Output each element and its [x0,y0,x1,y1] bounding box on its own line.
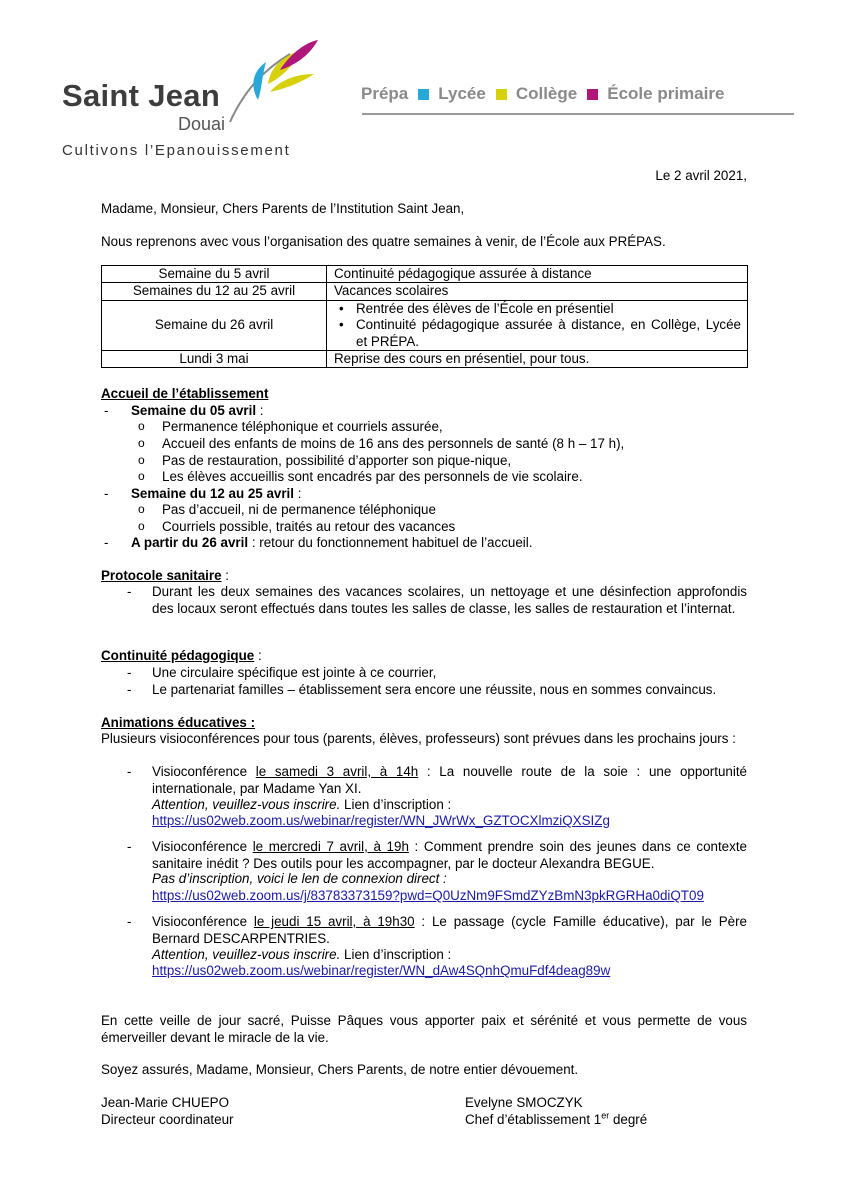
week-title: Semaine du 12 au 25 avril [131,486,295,501]
signature-name: Jean-Marie CHUEPO [101,1095,229,1110]
accueil-week1: Semaine du 05 avril : [131,403,264,418]
week-title: A partir du 26 avril [131,535,249,550]
dash-bullet: - [127,682,132,697]
dash-bullet: - [104,535,109,550]
square-bullet-icon [496,89,507,100]
week3-text: : retour du fonctionnement habituel de l’accueil. [248,535,533,550]
accueil-week3 [131,535,532,552]
circle-bullet-icon: o [138,453,145,467]
schedule-bullets [334,301,747,350]
week-title: Semaine du 05 avril [131,403,257,418]
square-bullet-icon [418,89,429,100]
dash-bullet: - [127,914,132,929]
list-item: Le partenariat familles – établissement sera encore une réussite, nous en sommes convaincus. [152,682,717,697]
list-item: Courriels possible, traités au retour des vacances [162,519,456,534]
event-date: le mercredi 7 avril, à 19h [252,839,409,854]
list-item: Une circulaire spécifique est jointe à ce courrier, [152,665,437,680]
school-levels [361,84,724,104]
closing-paragraph: En cette veille de jour sacré, Puisse Pâques vous apporter paix et sérénité et vous permette de vous émerveiller devant le miracle de la vie. [101,1013,747,1045]
signature-title: Chef d’établissement 1er degré [465,1110,648,1127]
schedule-period: Semaines du 12 au 25 avril [102,283,327,300]
event-note: Attention, veuillez-vous inscrire. Lien d’inscription : [152,947,452,962]
schedule-info [327,300,748,350]
school-logo [60,34,330,164]
schedule-period: Semaine du 26 avril [102,300,327,350]
list-item: • Continuité pédagogique assurée à distance, en Collège, Lycée et PRÉPA. [356,317,747,350]
school-city: Douai [178,114,226,134]
event-note: Attention, veuillez-vous inscrire. Lien d’inscription : [152,797,452,812]
letter-date: Le 2 avril 2021, [655,168,747,183]
list-item: Pas de restauration, possibilité d’apporter son pique-nique, [162,453,512,468]
protocole-heading-line: Protocole sanitaire : [101,568,230,583]
registration-link[interactable]: https://us02web.zoom.us/webinar/register/WN_dAw4SQnhQmuFdf4deag89w [152,963,611,978]
list-item: Accueil des enfants de moins de 16 ans des personnels de santé (8 h – 17 h), [162,436,625,451]
circle-bullet-icon: o [138,419,145,433]
table-row [102,300,748,350]
logo-swoosh-icon [210,34,330,124]
dash-bullet: - [127,764,132,779]
accueil-heading: Accueil de l’établissement [101,386,269,401]
protocole-text: Durant les deux semaines des vacances scolaires, un nettoyage et une désinfection approfondis des locaux seront effectués dans toutes les salles de classe, les salles de restauration et l’internat. [152,584,747,616]
intro-paragraph: Nous reprenons avec vous l’organisation des quatre semaines à venir, de l’École aux PRÉPAS. [101,234,666,249]
accueil-week2: Semaine du 12 au 25 avril : [131,486,302,501]
dash-bullet: - [104,403,109,418]
schedule-period: Lundi 3 mai [102,351,327,368]
schedule-info: Continuité pédagogique assurée à distance [327,266,748,283]
event-date: le samedi 3 avril, à 14h [255,764,419,779]
level-lycee: Lycée [438,84,486,103]
dash-bullet: - [104,486,109,501]
list-item: Les élèves accueillis sont encadrés par des personnels de vie scolaire. [162,469,583,484]
regards-line: Soyez assurés, Madame, Monsieur, Chers Parents, de notre entier dévouement. [101,1062,579,1077]
animations-intro: Plusieurs visioconférences pour tous (parents, élèves, professeurs) sont prévues dans les prochains jours : [101,731,736,746]
event-note: Pas d’inscription, voici le len de connexion direct : [152,871,447,886]
table-row [102,266,748,283]
schedule-info: Vacances scolaires [327,283,748,300]
continuite-heading-line: Continuité pédagogique : [101,648,262,663]
list-item: Pas d’accueil, ni de permanence téléphonique [162,502,436,517]
dash-bullet: - [127,584,132,599]
level-ecole-primaire: École primaire [607,84,725,103]
event-description: Visioconférence le mercredi 7 avril, à 19h : Comment prendre soin des jeunes dans ce contexte sanitaire inédit ? Des outils pour les accompagner, par le docteur Alexandra BEGUE. [152,839,747,871]
signature-name: Evelyne SMOCZYK [465,1095,583,1110]
connection-link[interactable]: https://us02web.zoom.us/j/83783373159?pwd=Q0UzNm9FSmdZYzBmN3pkRGRHa0diQT09 [152,888,704,903]
header-divider [362,113,794,115]
event-description: Visioconférence le samedi 3 avril, à 14h : La nouvelle route de la soie : une opportunité internationale, par Madame Yan XI. [152,764,747,796]
table-row [102,351,748,368]
event-description: Visioconférence le jeudi 15 avril, à 19h30 : Le passage (cycle Famille éducative), par le Père Bernard DESCARPENTRIES. [152,914,747,946]
schedule-period: Semaine du 5 avril [102,266,327,283]
school-name: Saint Jean [62,78,221,113]
protocole-heading: Protocole sanitaire [101,568,222,583]
schedule-table [101,265,748,368]
circle-bullet-icon: o [138,469,145,483]
circle-bullet-icon: o [138,502,145,516]
square-bullet-icon [587,89,598,100]
registration-link[interactable]: https://us02web.zoom.us/webinar/register/WN_JWrWx_GZTOCXlmziQXSIZg [152,813,610,828]
list-item: • Rentrée des élèves de l’École en présentiel [356,301,747,317]
dash-bullet: - [127,665,132,680]
level-college: Collège [515,84,578,103]
salutation: Madame, Monsieur, Chers Parents de l’Institution Saint Jean, [101,201,465,216]
dash-bullet: - [127,839,132,854]
level-prepa: Prépa [361,84,409,103]
circle-bullet-icon: o [138,519,145,533]
continuite-heading: Continuité pédagogique [101,648,255,663]
table-row [102,283,748,300]
animations-heading: Animations éducatives : [101,715,256,730]
list-item: Permanence téléphonique et courriels assurée, [162,419,443,434]
schedule-info: Reprise des cours en présentiel, pour tous. [327,351,748,368]
school-tagline: Cultivons l’Epanouissement [62,142,291,159]
event-date: le jeudi 15 avril, à 19h30 [253,914,415,929]
signature-title: Directeur coordinateur [101,1112,234,1127]
circle-bullet-icon: o [138,436,145,450]
